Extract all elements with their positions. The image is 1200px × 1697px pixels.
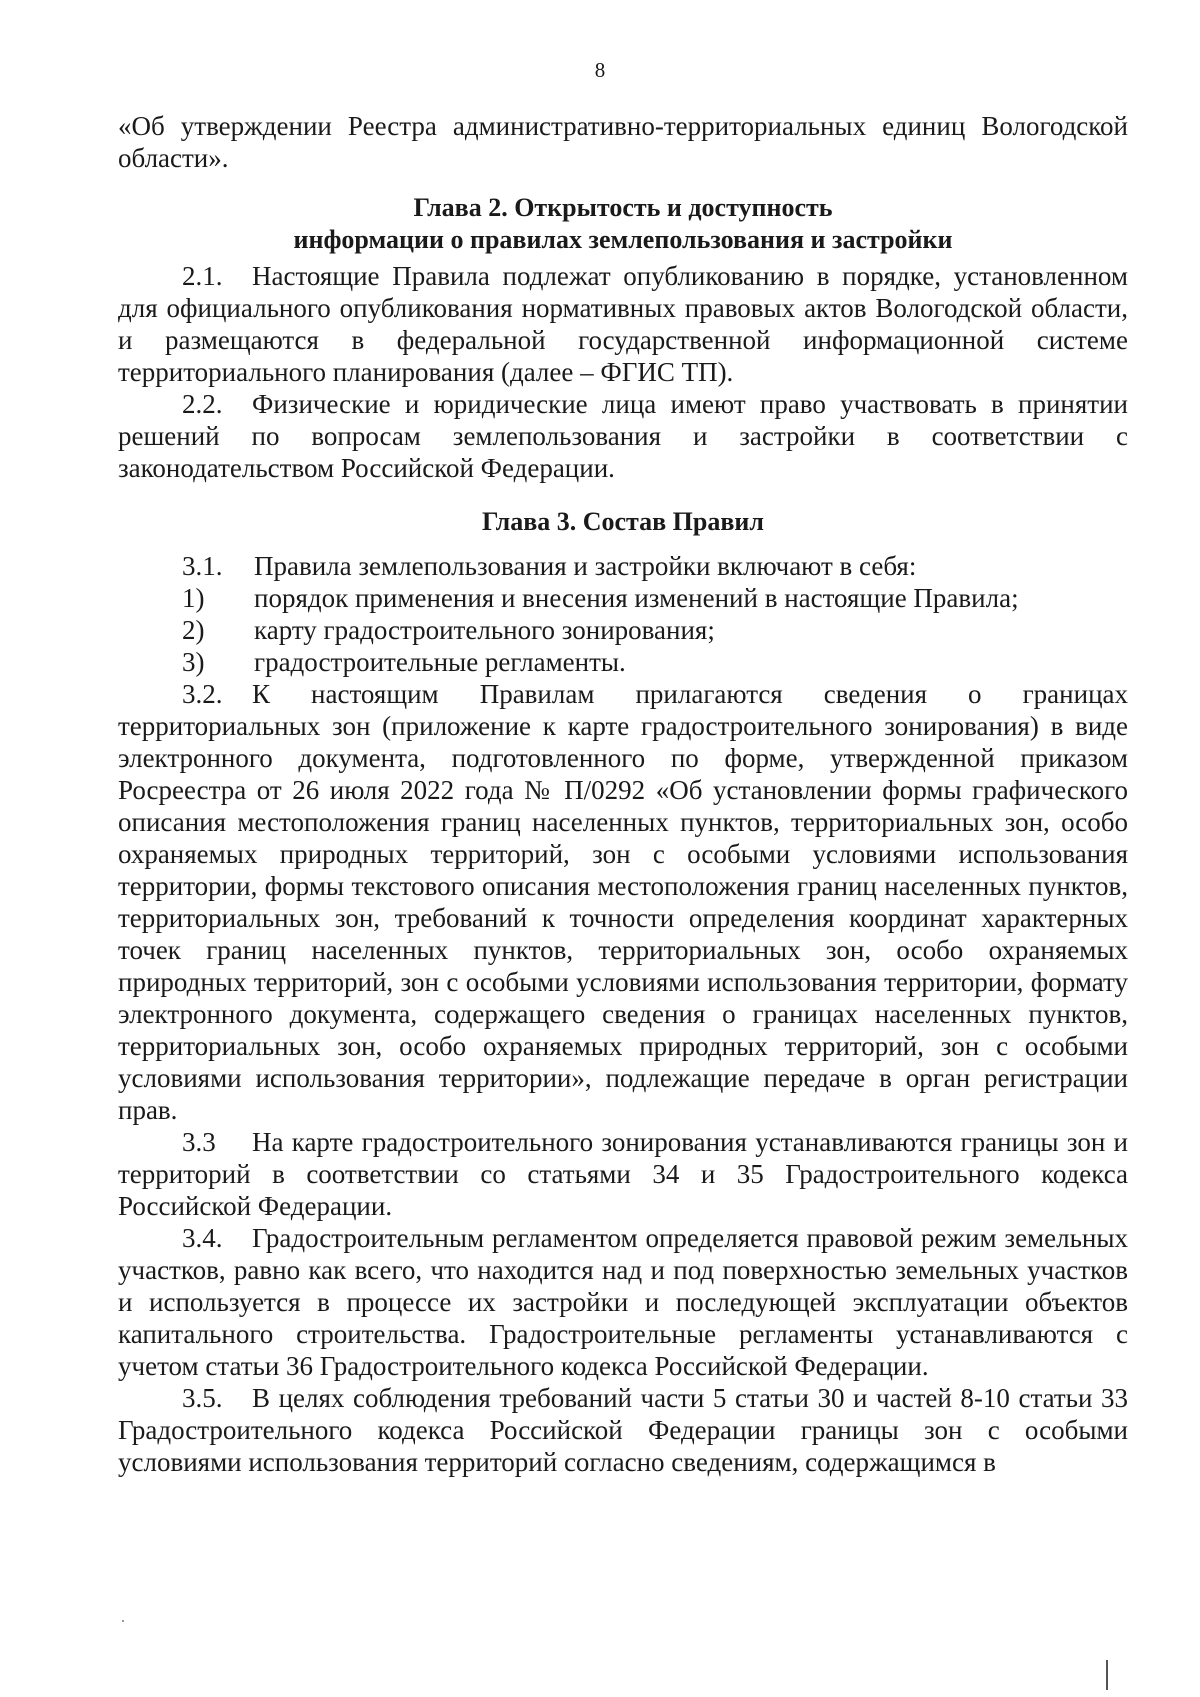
scan-artifact-dot: [122, 1620, 124, 1622]
paragraph-number: 2.2.: [182, 389, 223, 419]
paragraph-2-1: [118, 260, 1128, 388]
scan-artifact-mark: [1106, 1660, 1108, 1690]
page-number: 8: [594, 58, 606, 82]
chapter-2-heading: [118, 192, 1128, 256]
paragraph-text: На карте градостроительного зонирования устанавливаются границы зон и территорий в соответствии со статьями 34 и 35 Градостроительного кодекса Российской Федерации.: [118, 1127, 1128, 1221]
paragraph-text: Настоящие Правила подлежат опубликованию в порядке, установленном для официального опубликования нормативных правовых актов Вологодской области, и размещаются в федеральной государственной информационной системе территориального планирования (далее – ФГИС ТП).: [118, 261, 1128, 387]
intro-paragraph: «Об утверждении Реестра административно-территориальных единиц Вологодской области».: [118, 111, 1128, 173]
paragraph-3-3: [118, 1126, 1128, 1222]
list-item-number: 1): [182, 583, 205, 613]
list-item-text: порядок применения и внесения изменений в настоящие Правила;: [254, 583, 1019, 613]
paragraph-text: В целях соблюдения требований части 5 статьи 30 и частей 8-10 статьи 33 Градостроительного кодекса Российской Федерации границы зон с особыми условиями использования территорий согласно сведениям, содержащимся в: [118, 1383, 1128, 1477]
list-item: [118, 582, 1128, 614]
list-item-text: градостроительные регламенты.: [254, 647, 626, 677]
list-item: [118, 646, 1128, 678]
list-item: [118, 614, 1128, 646]
chapter-2-title-line-1: Глава 2. Открытость и доступность: [413, 193, 833, 222]
paragraph-number: 3.5.: [182, 1383, 223, 1413]
document-body: [118, 110, 1128, 1478]
paragraph-number: 3.1.: [182, 551, 223, 581]
paragraph-2-2: [118, 388, 1128, 484]
list-item-number: 2): [182, 615, 205, 645]
chapter-2-title-line-2: информации о правилах землепользования и застройки: [293, 225, 953, 254]
paragraph-3-5: [118, 1382, 1128, 1478]
paragraph-3-2: [118, 678, 1128, 1126]
paragraph-text: Градостроительным регламентом определяется правовой режим земельных участков, равно как всего, что находится над и под поверхностью земельных участков и используется в процессе их застройки и последующей эксплуатации объектов капитального строительства. Градостроительные регламенты устанавливаются с учетом статьи 36 Градостроительного кодекса Российской Федерации.: [118, 1223, 1128, 1381]
paragraph-number: 3.3: [182, 1127, 216, 1157]
list-item-text: карту градостроительного зонирования;: [254, 615, 715, 645]
chapter-3-heading: Глава 3. Состав Правил: [482, 507, 764, 536]
list-item-number: 3): [182, 647, 205, 677]
paragraph-number: 3.4.: [182, 1223, 223, 1253]
paragraph-number: 3.2.: [182, 679, 223, 709]
paragraph-3-4: [118, 1222, 1128, 1382]
paragraph-text: К настоящим Правилам прилагаются сведения о границах территориальных зон (приложение к карте градостроительного зонирования) в виде электронного документа, подготовленного по форме, утвержденной приказом Росреестра от 26 июля 2022 года № П/0292 «Об установлении формы графического описания местоположения границ населенных пунктов, территориальных зон, особо охраняемых природных территорий, зон с особыми условиями использования территории, формы текстового описания местоположения границ населенных пунктов, территориальных зон, требований к точности определения координат характерных точек границ населенных пунктов, территориальных зон, особо охраняемых природных территорий, зон с особыми условиями использования территории, формату электронного документа, содержащего сведения о границах населенных пунктов, территориальных зон, особо охраняемых природных территорий, зон с особыми условиями использования территории», подлежащие передаче в орган регистрации прав.: [118, 679, 1128, 1125]
paragraph-number: 2.1.: [182, 261, 223, 291]
paragraph-text: Правила землепользования и застройки включают в себя:: [254, 551, 917, 581]
paragraph-3-1: [118, 550, 1128, 582]
paragraph-text: Физические и юридические лица имеют право участвовать в принятии решений по вопросам землепользования и застройки в соответствии с законодательством Российской Федерации.: [118, 389, 1128, 483]
